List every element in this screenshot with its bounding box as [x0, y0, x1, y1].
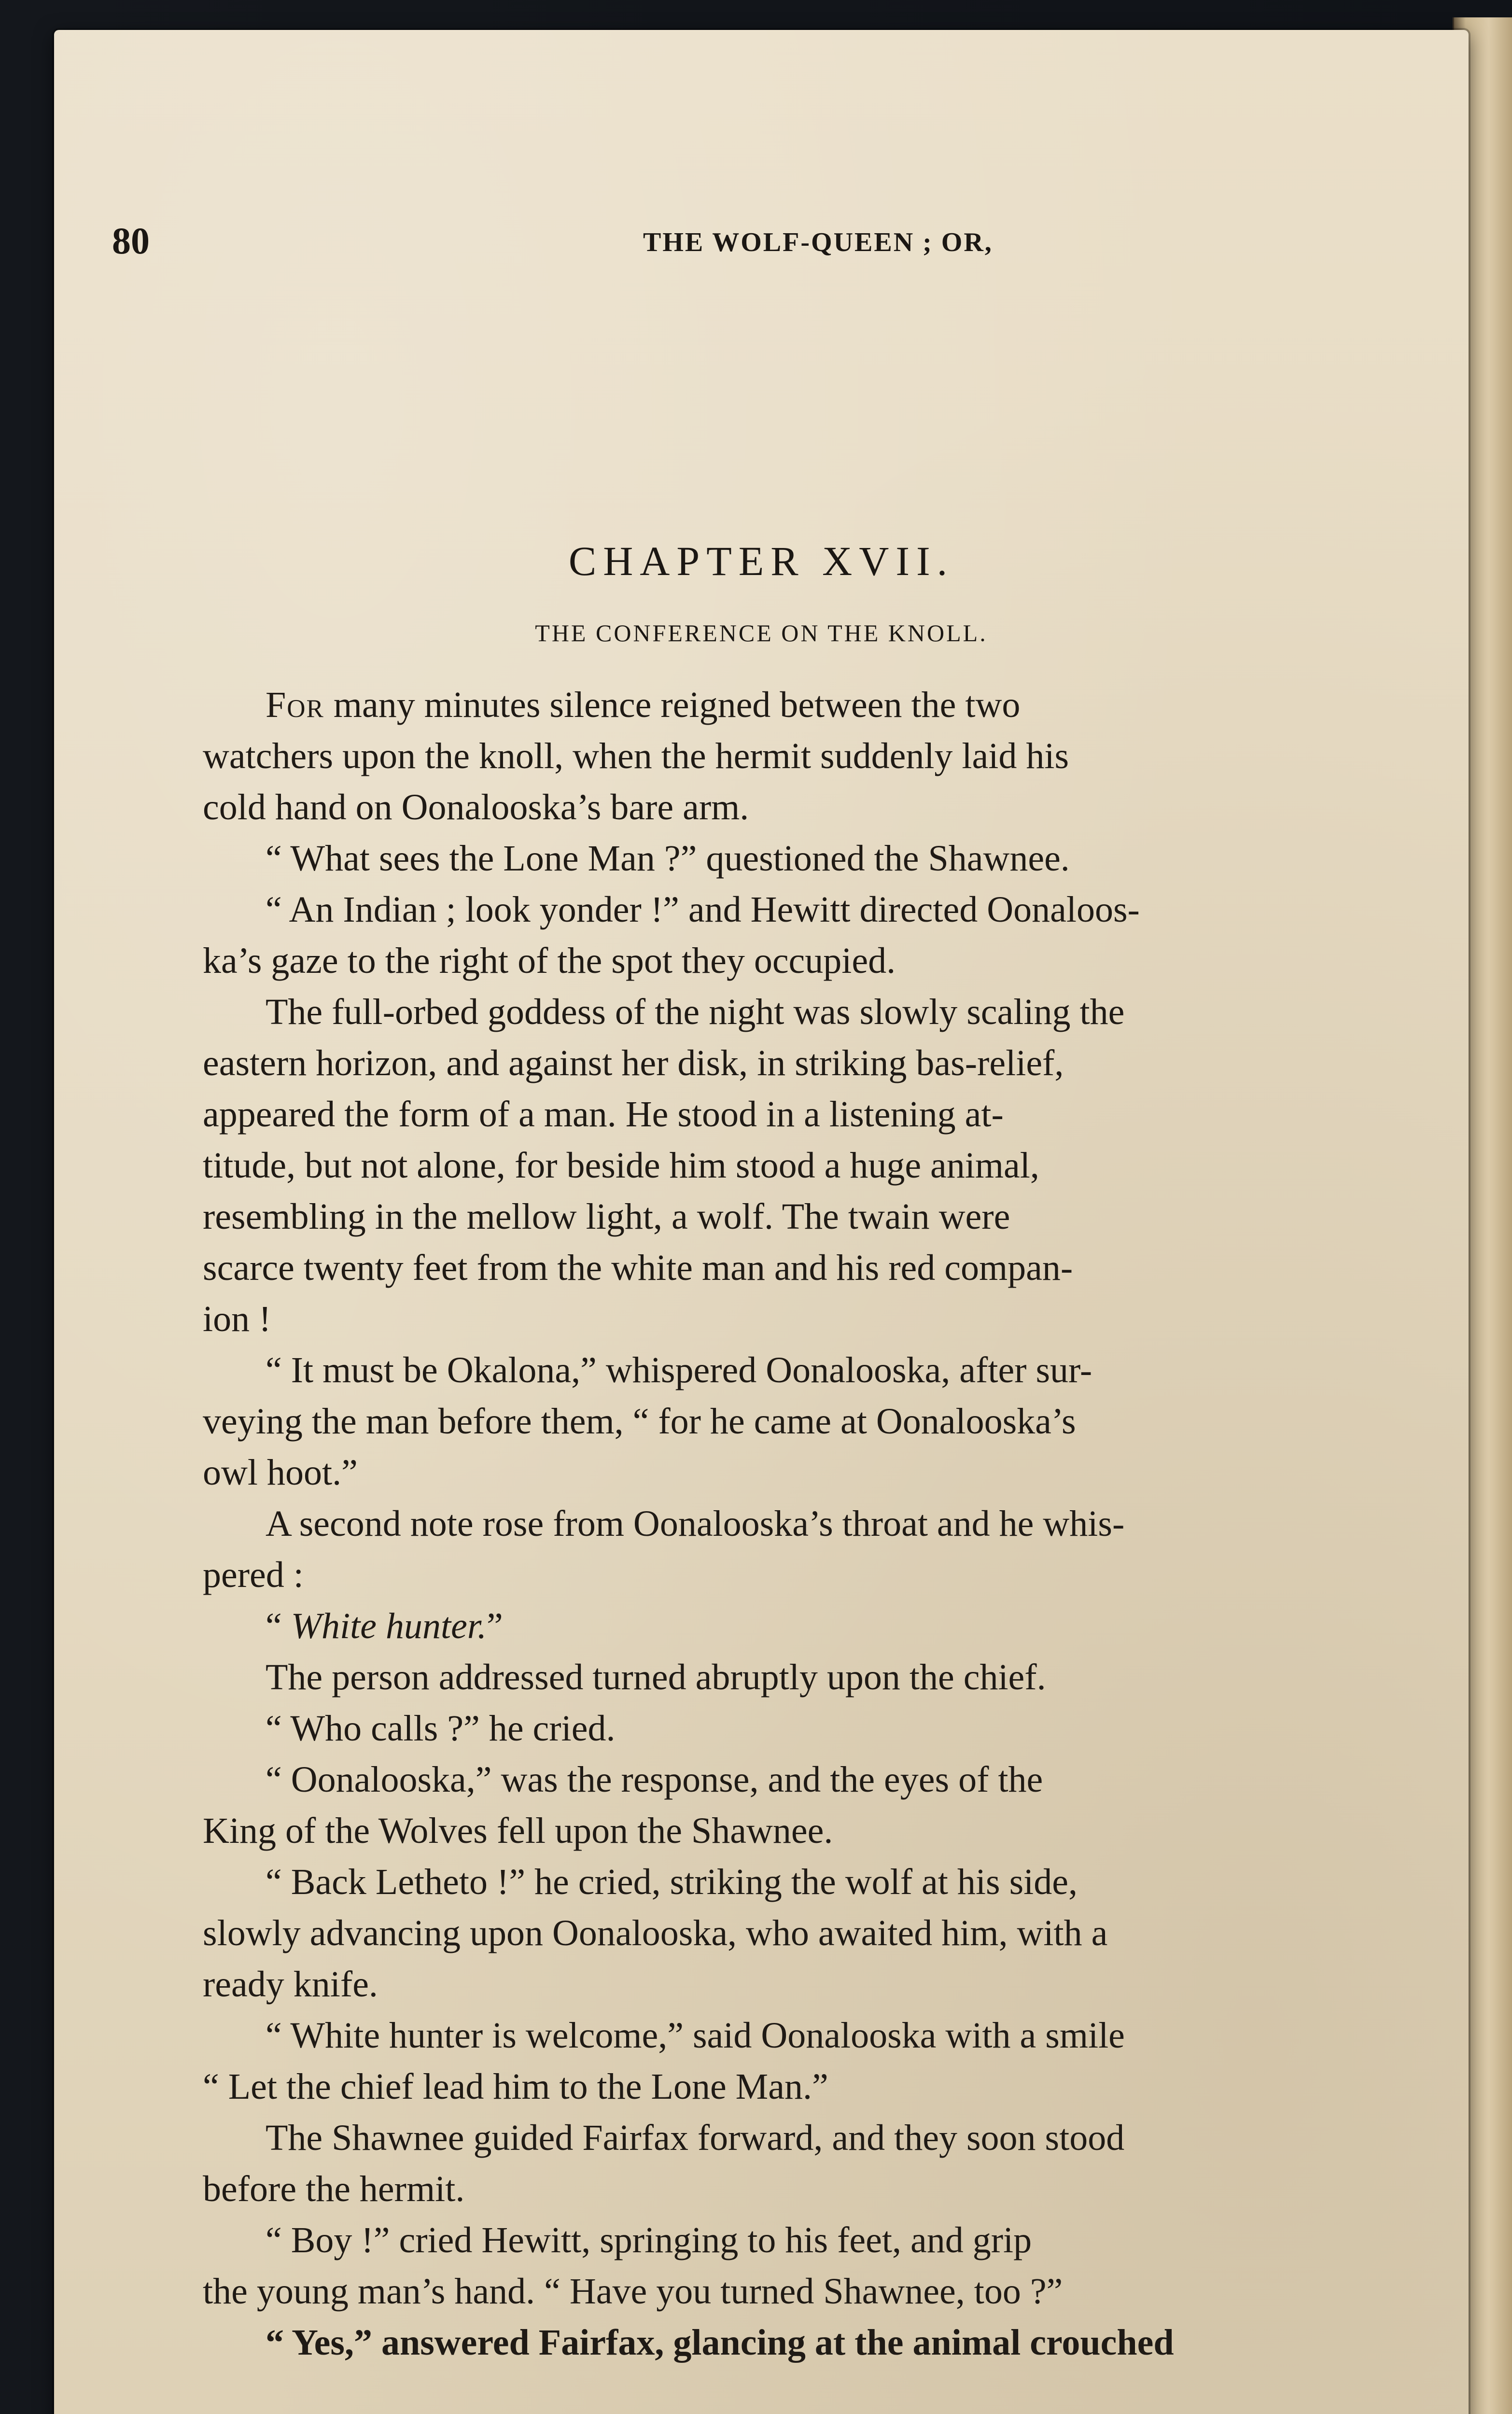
line-text: “ Let the chief lead him to the Lone Man.”: [203, 2066, 828, 2107]
text-line: [203, 1345, 1477, 1396]
text-line: [203, 1549, 1477, 1600]
text-line: [203, 2215, 1477, 2266]
line-text: The person addressed turned abruptly upon the chief.: [266, 1657, 1046, 1698]
paragraph: [203, 1600, 1477, 1652]
line-text: watchers upon the knoll, when the hermit suddenly laid his: [203, 736, 1069, 776]
text-line: [203, 833, 1477, 884]
text-line: [203, 2163, 1477, 2215]
text-line: [203, 679, 1477, 730]
paragraph: [203, 679, 1477, 833]
text-line: [203, 1703, 1477, 1754]
text-line: [203, 935, 1477, 986]
page-number: 80: [112, 220, 150, 262]
paragraph: [203, 884, 1477, 986]
paragraph: [203, 2112, 1477, 2215]
paragraph: [203, 2317, 1477, 2368]
line-text: “ White hunter is welcome,” said Oonalooska with a smile: [266, 2015, 1125, 2056]
line-text: owl hoot.”: [203, 1452, 358, 1493]
text-line: [203, 1805, 1477, 1856]
text-line: [203, 782, 1477, 833]
paragraph: [203, 2010, 1477, 2112]
paragraph: [203, 1652, 1477, 1703]
bold-text: “ Yes,” answered Fairfax, glancing at the animal crouched: [266, 2322, 1174, 2363]
line-text: scarce twenty feet from the white man and his red compan-: [203, 1248, 1073, 1288]
line-text: “ It must be Okalona,” whispered Oonalooska, after sur-: [266, 1350, 1092, 1390]
paragraph: [203, 1856, 1477, 2010]
text-line: [203, 1498, 1477, 1549]
text-line: [203, 2112, 1477, 2163]
quote-open: “: [266, 1606, 291, 1646]
text-line: [203, 1856, 1477, 1908]
text-line: [203, 1242, 1477, 1293]
text-line: [203, 1959, 1477, 2010]
line-text: “ Back Letheto !” he cried, striking the wolf at his side,: [266, 1862, 1078, 1902]
line-text: slowly advancing upon Oonalooska, who awaited him, with a: [203, 1913, 1108, 1953]
chapter-body: [203, 679, 1477, 2368]
line-text: ka’s gaze to the right of the spot they occupied.: [203, 940, 896, 981]
text-line: [203, 1908, 1477, 1959]
text-line: [203, 1191, 1477, 1242]
text-line: [203, 884, 1477, 935]
text-line: [203, 986, 1477, 1038]
line-text: “ What sees the Lone Man ?” questioned the Shawnee.: [266, 838, 1070, 879]
line-text: appeared the form of a man. He stood in a listening at-: [203, 1094, 1004, 1135]
line-text: the young man’s hand. “ Have you turned Shawnee, too ?”: [203, 2271, 1063, 2312]
line-text: King of the Wolves fell upon the Shawnee.: [203, 1810, 833, 1851]
paragraph: [203, 1703, 1477, 1754]
line-text: ready knife.: [203, 1964, 378, 2005]
text-line: [203, 1293, 1477, 1345]
quote-close: ”: [487, 1606, 503, 1646]
text-line: [203, 2010, 1477, 2061]
text-line: [203, 730, 1477, 782]
line-text: many minutes silence reigned between the two: [324, 685, 1021, 725]
line-text: “ Who calls ?” he cried.: [266, 1708, 616, 1749]
text-line: [203, 1447, 1477, 1498]
line-text: pered :: [203, 1555, 304, 1595]
book-page: [54, 30, 1469, 2414]
chapter-title: CHAPTER XVII.: [568, 538, 954, 584]
line-text: The full-orbed goddess of the night was slowly scaling the: [266, 992, 1125, 1032]
line-text: cold hand on Oonalooska’s bare arm.: [203, 787, 749, 828]
line-text: “ An Indian ; look yonder !” and Hewitt directed Oonaloos-: [266, 889, 1140, 930]
chapter-subtitle: THE CONFERENCE ON THE KNOLL.: [535, 619, 988, 646]
text-line: [203, 2317, 1477, 2368]
text-line: [203, 1089, 1477, 1140]
text-line: [203, 1754, 1477, 1805]
line-text: “ Boy !” cried Hewitt, springing to his feet, and grip: [266, 2220, 1032, 2260]
text-line: [203, 2061, 1477, 2112]
line-text: resembling in the mellow light, a wolf. The twain were: [203, 1196, 1010, 1237]
paragraph: [203, 1345, 1477, 1498]
line-text: titude, but not alone, for beside him stood a huge animal,: [203, 1145, 1039, 1186]
paragraph: [203, 1498, 1477, 1600]
line-text: veying the man before them, “ for he came at Oonalooska’s: [203, 1401, 1076, 1442]
text-line: [203, 1038, 1477, 1089]
text-line: [203, 2266, 1477, 2317]
paragraph: [203, 1754, 1477, 1856]
drop-word: For: [266, 685, 324, 725]
running-head: THE WOLF-QUEEN ; OR,: [643, 227, 993, 257]
line-text: ion !: [203, 1299, 271, 1339]
text-line: [203, 1652, 1477, 1703]
italic-text: White hunter.: [291, 1606, 487, 1646]
paragraph: [203, 2215, 1477, 2317]
paragraph: [203, 986, 1477, 1345]
text-line: [203, 1140, 1477, 1191]
line-text: eastern horizon, and against her disk, in striking bas-relief,: [203, 1043, 1064, 1083]
text-line: [203, 1396, 1477, 1447]
line-text: A second note rose from Oonalooska’s throat and he whis-: [266, 1503, 1125, 1544]
paragraph: [203, 833, 1477, 884]
line-text: “ Oonalooska,” was the response, and the eyes of the: [266, 1759, 1043, 1800]
line-text: before the hermit.: [203, 2169, 465, 2209]
text-line: [203, 1600, 1477, 1652]
line-text: The Shawnee guided Fairfax forward, and they soon stood: [266, 2118, 1125, 2158]
